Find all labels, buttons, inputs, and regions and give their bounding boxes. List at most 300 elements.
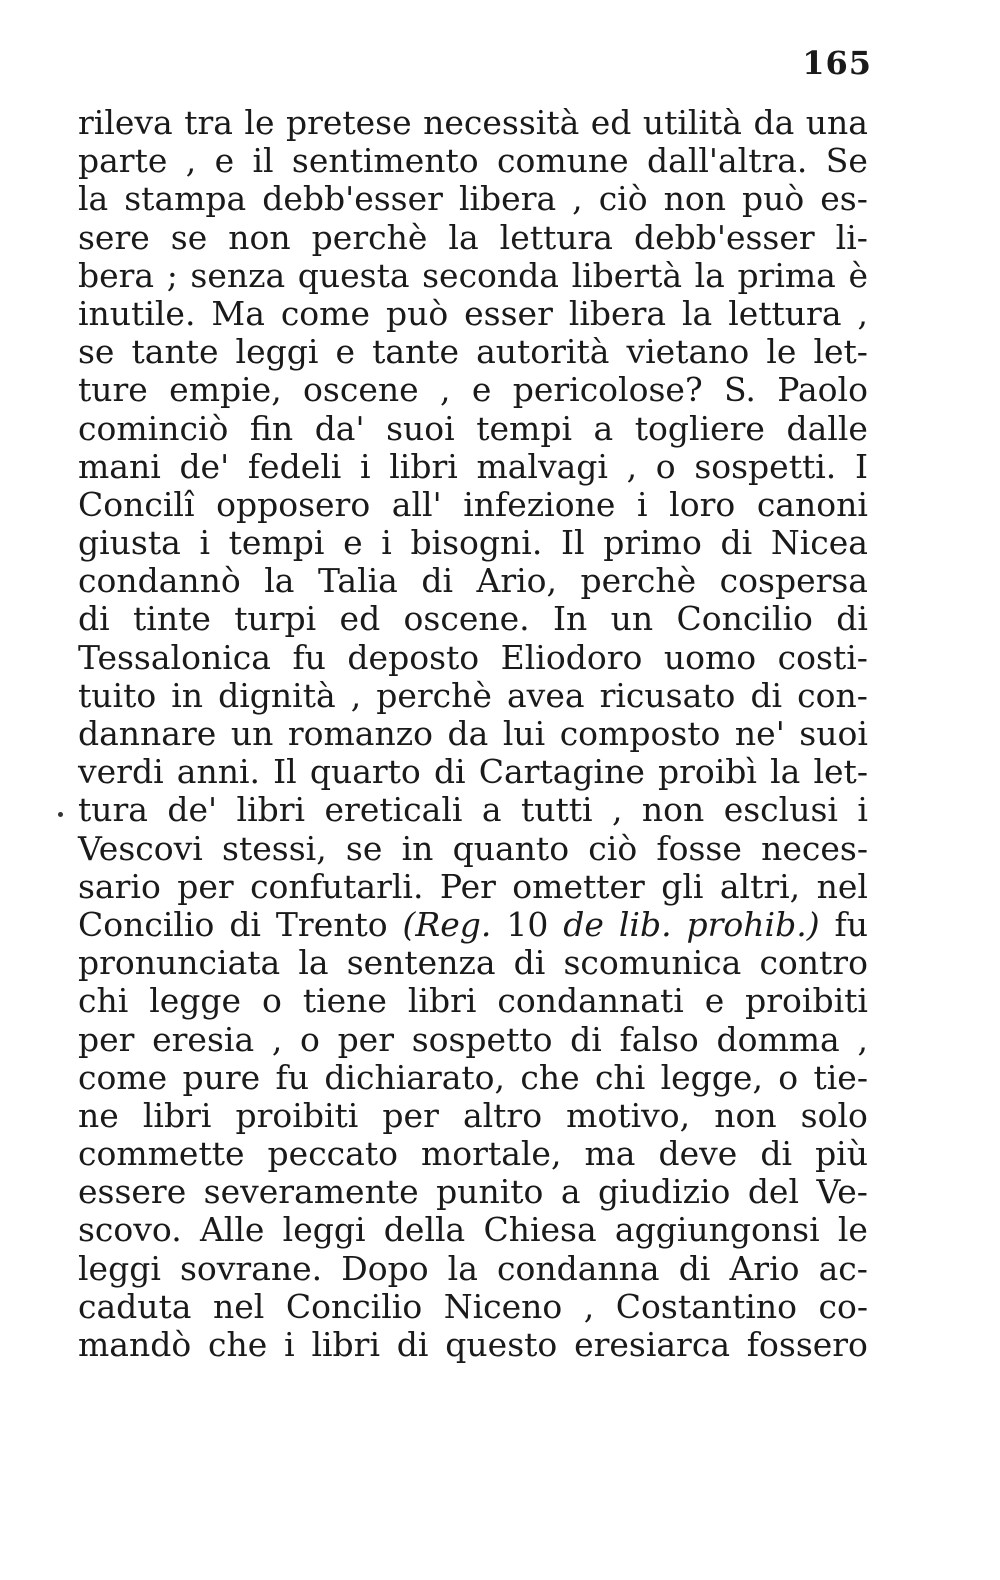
word: o [262,981,282,1021]
word: i [381,523,392,563]
word: i [857,790,868,830]
word: vietano [626,332,750,372]
text-line [78,219,868,257]
word: libri [311,1325,380,1364]
word: bera [78,255,155,295]
word: mani [78,446,161,486]
word: pronunciata [78,943,281,983]
word: deve [658,1134,738,1174]
word: la [694,255,725,295]
word: Il [273,752,297,792]
text-line [78,371,868,409]
text-line [78,944,868,982]
word: fosse [656,828,742,868]
word: tie- [813,1057,868,1097]
word: proibiti [745,981,868,1021]
word: caduta [78,1286,192,1326]
word: libri [236,790,306,830]
word: proibì [657,752,757,792]
word: , [612,790,623,830]
word: come [78,1057,168,1097]
word: confutarli. [250,866,424,906]
word: condanna [497,1248,660,1288]
word: debb'esser [262,179,443,219]
word: libri [389,446,458,486]
word: inutile. [78,293,196,333]
word: tutti [520,790,593,830]
word: Tessalonica [78,637,271,677]
word: i [284,1325,295,1364]
word: di [433,752,466,792]
word: nel [816,866,868,906]
word: di [750,675,783,715]
word: i [637,484,648,524]
word: , [857,293,868,333]
word: non [228,217,291,257]
word: libera [458,179,557,219]
word: ed [590,103,632,142]
word: condannati [497,981,684,1021]
word: sentenza [346,943,496,983]
word: un [610,599,654,639]
word: scovo. [78,1210,182,1250]
word: questa [297,255,410,295]
text-line [78,639,868,677]
word: pure [182,1057,261,1097]
word: Ario, [476,561,558,601]
word: suoi [799,714,868,753]
word: di [78,599,110,639]
word: , [271,1019,283,1059]
word: , [440,370,451,410]
text-line [78,104,868,142]
word: in [401,828,434,868]
word: fedeli [247,446,342,486]
word: lui [502,714,546,753]
word: giudizio [597,1172,731,1212]
text-line [78,142,868,180]
word: , [572,179,583,219]
word: a [593,408,614,448]
word: leggi [282,1210,366,1250]
word: utilità [642,103,742,142]
word: dichiarato, [324,1057,506,1097]
text-line [78,753,868,791]
text-line [78,677,868,715]
word: pericolose? [512,370,703,410]
word: e [343,523,363,563]
word: più [815,1134,868,1174]
word: tante [372,332,460,372]
word: legge, [660,1057,763,1097]
word: falso [619,1019,699,1059]
word: oscene [303,370,419,410]
word: fu [275,1057,309,1097]
word: tempi [476,408,573,448]
word: aggiungonsi [614,1210,820,1250]
text-line [78,830,868,868]
word: lettura [728,293,842,333]
word: all' [391,484,442,524]
word: altro [462,1095,543,1135]
text-line [78,1250,868,1288]
word: la [78,179,109,219]
word: lib. [618,904,672,944]
word: esser [464,293,553,333]
word: suoi [386,408,455,448]
word: se [78,332,115,372]
word: libri [407,981,477,1021]
text-line [78,1097,868,1135]
word: perchè [311,217,428,257]
word: ciò [588,828,638,868]
word: quarto [309,752,421,792]
word: scomunica [563,943,742,983]
word: sovrane. [179,1248,323,1288]
word: fu [292,637,326,677]
text-line [78,1135,868,1173]
word: come [280,293,370,333]
word: commette [78,1134,245,1174]
word: dalle [786,408,868,448]
text-line [78,295,868,333]
word: di [720,523,753,563]
word: Alle [199,1210,265,1250]
word: Se [825,141,868,181]
word: Ma [211,293,265,333]
word: infezione [463,484,616,524]
word: ometter [512,866,645,906]
word: deposto [347,637,480,677]
word: ac- [818,1248,868,1288]
word: autorità [476,332,610,372]
word: comune [496,141,629,181]
word: avea [507,675,585,715]
word: prima [737,255,836,295]
word: oscene. [403,599,530,639]
word: peccato [267,1134,398,1174]
word: o [778,1057,799,1097]
word: li- [835,217,868,257]
word: questo [445,1325,558,1364]
word: sospetti. [694,446,837,486]
word: mandò [78,1325,192,1364]
word: senza [190,255,286,295]
word: il [252,141,274,181]
text-line [78,1021,868,1059]
word: Ve- [816,1172,868,1212]
word: di [421,561,454,601]
word: è [848,255,868,295]
word: motivo, [566,1095,691,1135]
word: di [836,599,868,639]
word: co- [818,1286,868,1326]
word: canoni [756,484,868,524]
word: dignità [218,675,336,715]
word: Chiesa [483,1210,597,1250]
word: a [560,1172,581,1212]
word: i [199,523,211,563]
word: ereticali [324,790,463,830]
word: debb'esser [633,217,815,257]
word: Concilî [78,484,195,524]
word: fu [834,904,868,944]
word: Costantino [615,1286,797,1326]
word: contro [759,943,868,983]
word: quanto [452,828,570,868]
word: ma [584,1134,636,1174]
word: parte [78,141,168,181]
word: Niceno [443,1286,563,1326]
word: composto [559,714,721,753]
word: neces- [761,828,868,868]
word: giusta [78,523,181,563]
word: libri [142,1095,212,1135]
word: sere [78,217,150,257]
word: ciò [598,179,648,219]
text-line [78,562,868,600]
word: Ario [729,1248,800,1288]
word: nel [212,1286,265,1326]
text-line [78,1211,868,1249]
word: Per [439,866,496,906]
word: tra [184,103,233,142]
word: tiene [302,981,387,1021]
word: pretese [285,103,412,142]
word: le [244,103,275,142]
word: bisogni. [410,523,543,563]
word: Nicea [770,523,868,563]
word: ; [166,255,178,295]
word: del [747,1172,800,1212]
word: o [300,1019,320,1059]
word: e [214,141,235,181]
word: per [78,1019,135,1059]
word: Il [560,523,585,563]
word: la [447,1248,478,1288]
word: la [770,752,801,792]
word: romanzo [287,714,433,753]
word: de [563,904,604,944]
word: che [520,1057,580,1097]
word: di [513,943,546,983]
word: la [682,293,713,333]
body-text [78,104,868,1364]
text-line [78,257,868,295]
word: turpi [234,599,317,639]
word: perchè [376,675,492,715]
word: lettura [499,217,613,257]
word: punito [436,1172,544,1212]
word: prohib.) [686,904,820,944]
word: da [447,714,489,753]
word: della [383,1210,466,1250]
word: leggi [78,1248,161,1288]
word: e [704,981,725,1021]
word: severamente [203,1172,419,1212]
word: legge [149,981,242,1021]
word: di [396,1325,429,1364]
word: proibiti [235,1095,359,1135]
word: in [171,675,204,715]
word: let- [813,332,868,372]
word: la [264,561,295,601]
word: 10 [506,904,549,944]
word: le [837,1210,868,1250]
word: Concilio [285,1286,423,1326]
word: Dopo [341,1248,429,1288]
text-line [78,1326,868,1364]
word: essere [78,1172,187,1212]
word: costi- [777,637,868,677]
text-line [78,600,868,638]
word: esclusi [723,790,838,830]
word: necessità [423,103,580,142]
word: la [298,943,329,983]
word: primo [603,523,702,563]
word: non [641,790,705,830]
word: se [345,828,383,868]
word: che [208,1325,268,1364]
word: di [570,1019,602,1059]
word: cominciò [78,408,229,448]
word: ricusato [599,675,736,715]
text-line [78,982,868,1020]
word: tura [78,790,148,830]
word: a [481,790,502,830]
word: eresia [152,1019,255,1059]
word: per [337,1019,394,1059]
word: I [854,446,868,486]
text-line [78,410,868,448]
page-number: 165 [802,44,872,82]
text-line [78,180,868,218]
word: domma [716,1019,840,1059]
word: let- [813,752,868,792]
word: per [177,866,234,906]
word: chi [78,981,129,1021]
word: Cartagine [478,752,645,792]
word: fossero [746,1325,868,1364]
word: se [170,217,208,257]
word: leggi [235,332,319,372]
word: , [857,1019,868,1059]
word: può [385,293,449,333]
word: togliere [634,408,765,448]
word: , [185,141,197,181]
word: uomo [663,637,757,677]
word: non [663,179,726,219]
word: le [766,332,797,372]
text-line [78,906,868,944]
word: un [230,714,274,753]
word: es- [820,179,868,219]
word: , [626,446,638,486]
word: tante [131,332,219,372]
word: anni. [176,752,260,792]
word: condannò [78,561,241,601]
word: sospetto [411,1019,553,1059]
word: cospersa [719,561,868,601]
word: perchè [580,561,697,601]
word: malvagi [476,446,608,486]
word: gli [661,866,704,906]
word: i [360,446,371,486]
word: ne' [734,714,785,753]
word: ed [339,599,381,639]
word: sario [78,866,161,906]
word: Talia [317,561,398,601]
word: empie, [169,370,282,410]
word: fin [249,408,294,448]
word: sentimento [291,141,479,181]
word: , [350,675,362,715]
word: e [335,332,356,372]
text-line [78,1173,868,1211]
text-line [78,486,868,524]
word: per [382,1095,439,1135]
text-line [78,868,868,906]
word: tempi [228,523,325,563]
word: libertà [571,255,683,295]
word: de' [167,790,218,830]
word: , [583,1286,595,1326]
word: con- [797,675,868,715]
word: di [678,1248,711,1288]
word: ture [78,370,148,410]
text-line [78,524,868,562]
text-line [78,715,868,753]
word: dall'altra. [647,141,808,181]
word: verdi [78,752,164,792]
word: una [805,103,868,142]
word: libera [568,293,667,333]
word: stessi, [222,828,327,868]
word: Eliodoro [500,637,643,677]
word: può [742,179,805,219]
word: rileva [78,103,173,142]
word: Paolo [777,370,868,410]
word: S. [723,370,756,410]
word: di [760,1134,793,1174]
word: opposero [216,484,371,524]
word: ne [78,1095,119,1135]
word: la [448,217,479,257]
word: Trento [275,904,388,944]
word: loro [669,484,736,524]
text-line [78,1059,868,1097]
word: dannare [78,714,217,753]
word: stampa [124,179,247,219]
text-line [78,791,868,829]
text-line [78,333,868,371]
word: (Reg. [402,904,492,944]
word: da' [314,408,365,448]
word: da [753,103,795,142]
word: seconda [422,255,559,295]
word: solo [800,1095,868,1135]
word: de' [179,446,230,486]
word: chi [594,1057,646,1097]
word: mortale, [421,1134,562,1174]
word: tuito [78,675,157,715]
word: Concilio [676,599,813,639]
word: di [229,904,261,944]
word: non [714,1095,777,1135]
word: Vescovi [78,828,203,868]
word: Concilio [78,904,215,944]
word: o [655,446,676,486]
